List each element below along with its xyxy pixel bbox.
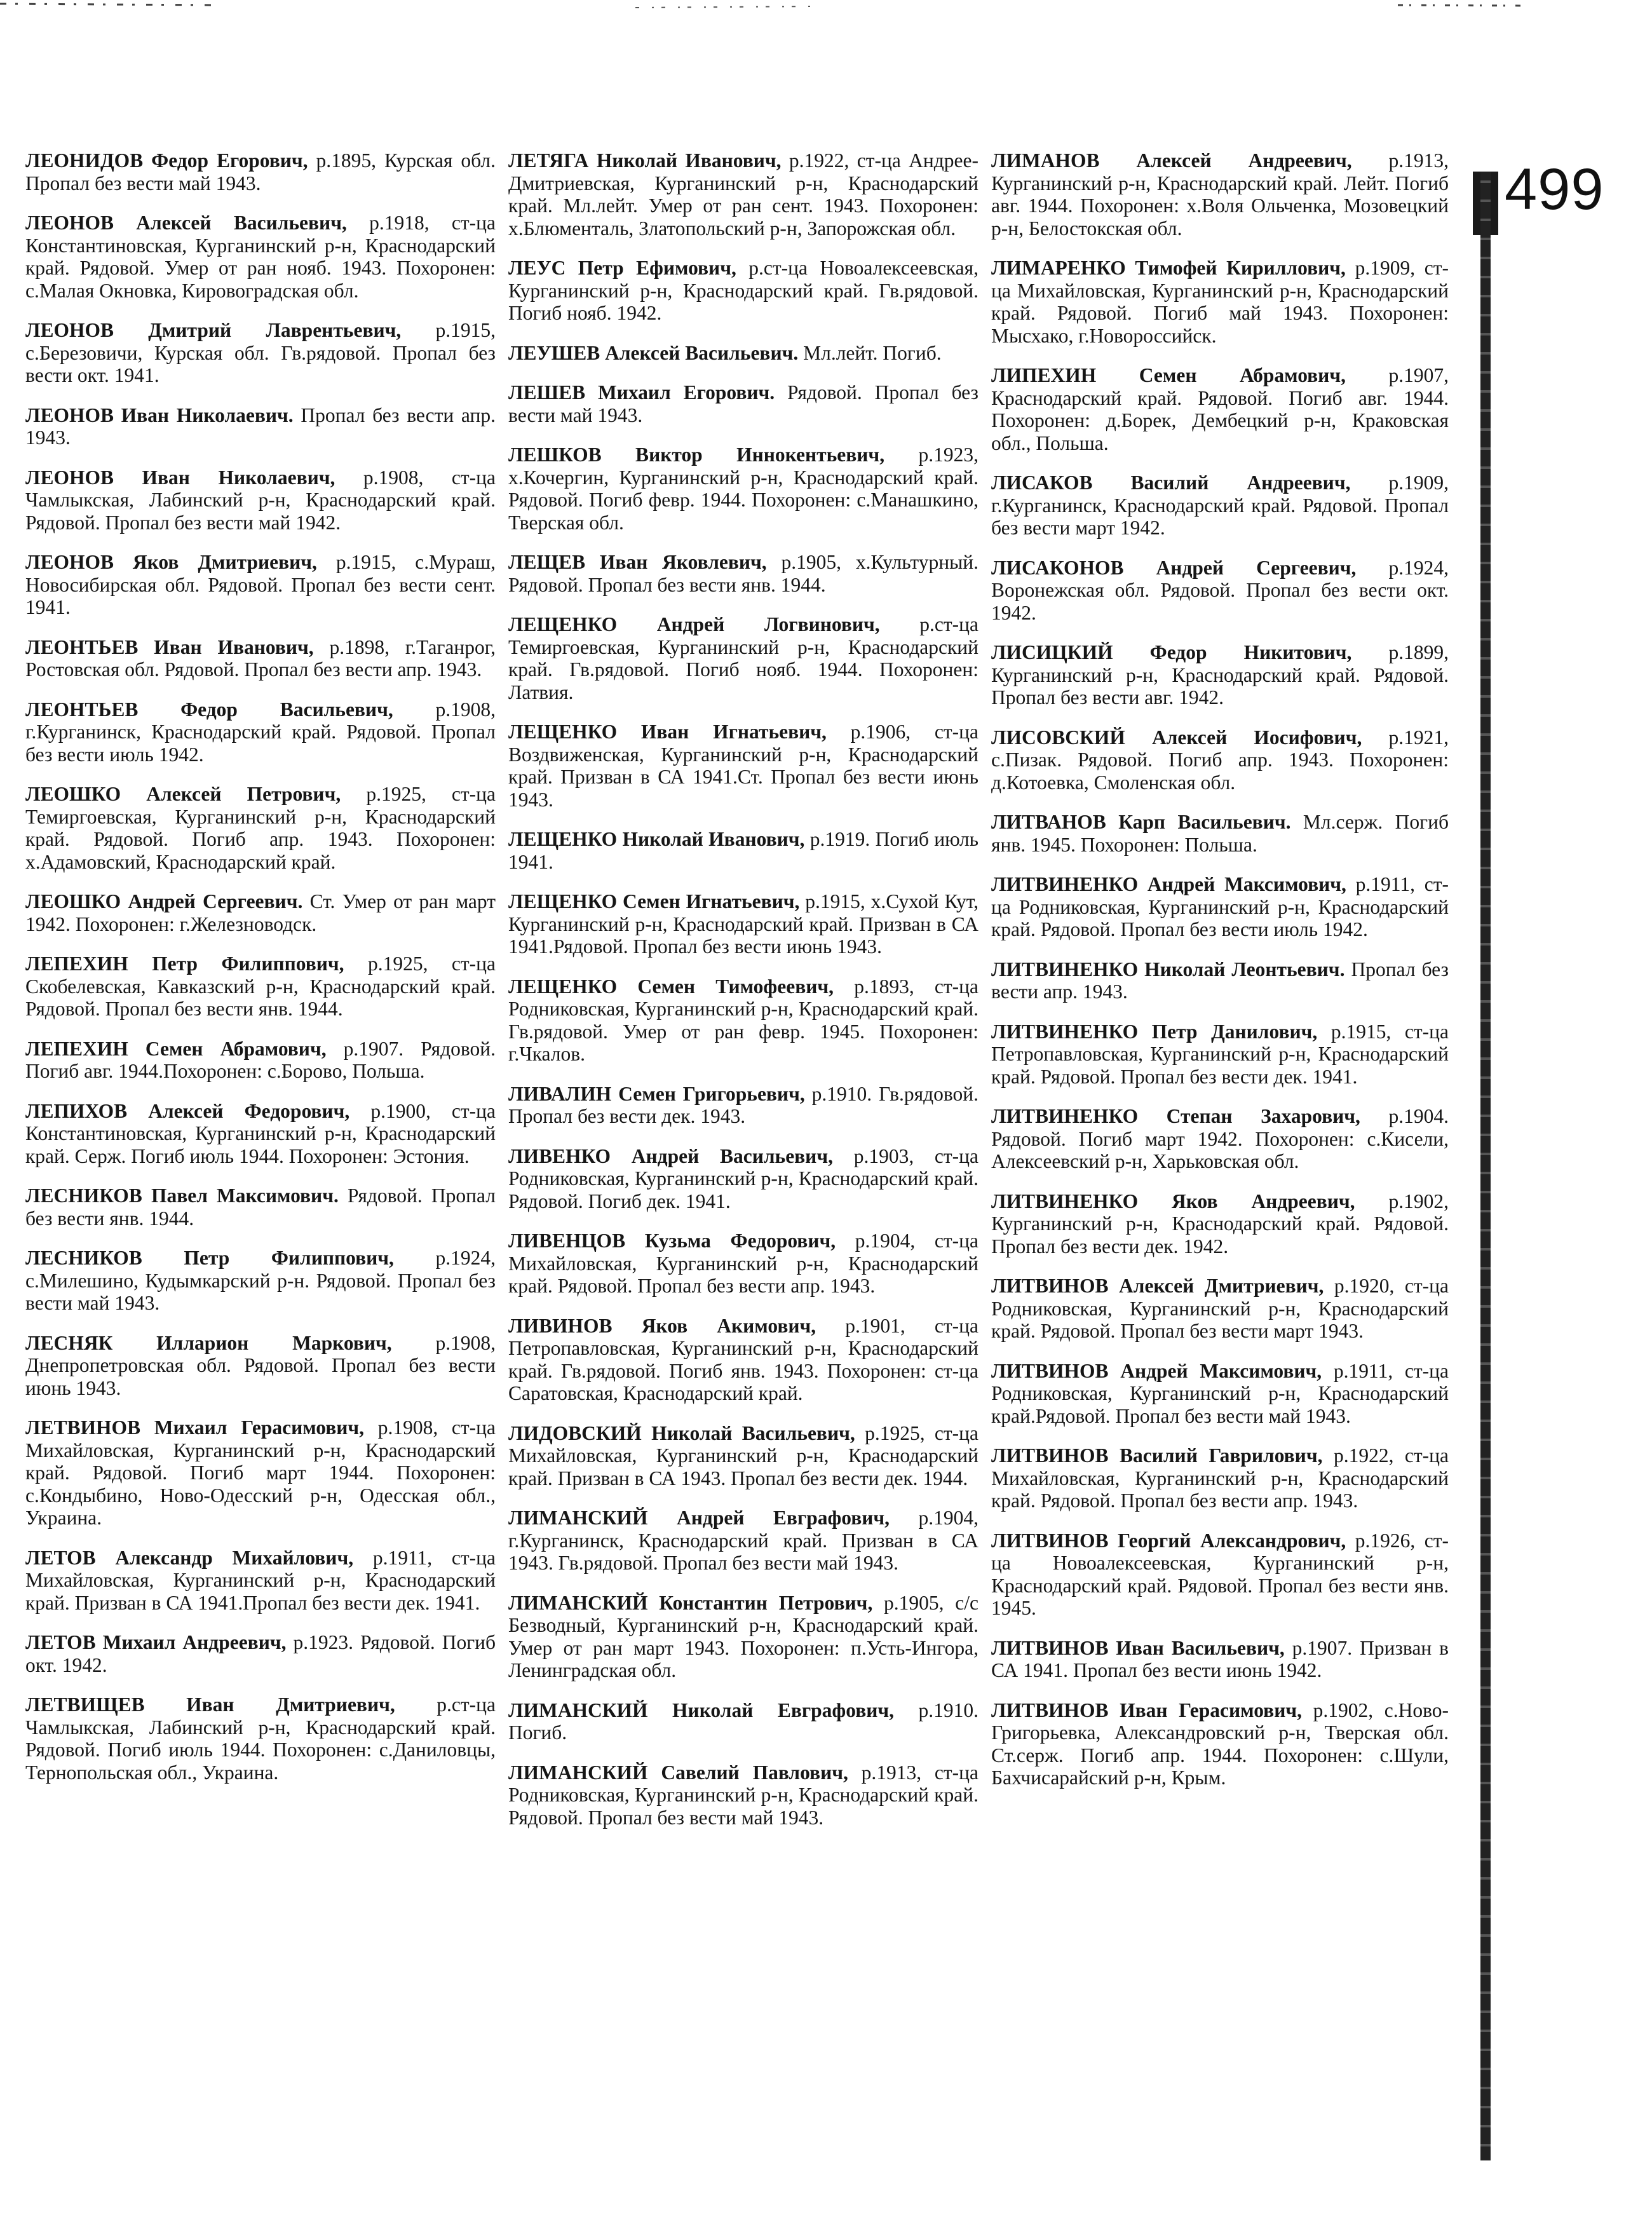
memorial-entry [991, 1360, 1449, 1428]
memorial-entry [991, 1529, 1449, 1620]
entry-name: ЛЕШКОВ Виктор Иннокентьевич, [508, 444, 885, 466]
entry-details: р.1925, ст-ца Михайловская, Курганинский р-н, Краснодарский край. Призван в СА 1943. Пропал без вести дек. 1944. [508, 1421, 978, 1489]
entry-name: ЛЕЩЕНКО Семен Тимофеевич, [508, 975, 834, 998]
memorial-entry [508, 342, 978, 365]
memorial-entry [508, 975, 978, 1066]
entry-details: р.1915, х.Сухой Кут, Курганинский р-н, Краснодарский край. Призван в СА 1941.Рядовой. Пропал без вести июнь 1943. [508, 890, 978, 958]
entry-details: р.1904. Рядовой. Погиб март 1942. Похоронен: с.Кисели, Алексеевский р-н, Харьковская обл. [991, 1105, 1449, 1172]
memorial-entry [25, 1038, 496, 1083]
entry-details: р.ст-ца Темиргоевская, Курганинский р-н, Краснодарский край. Гв.рядовой. Погиб нояб. 1944. Похоронен: Латвия. [508, 613, 978, 703]
entry-name: ЛЕОНОВ Алексей Васильевич, [25, 212, 347, 234]
memorial-entry [991, 1275, 1449, 1343]
entry-name: ЛЕОШКО Андрей Сергеевич. [25, 890, 303, 912]
memorial-entry [508, 1699, 978, 1744]
entry-details: р.1913, ст-ца Родниковская, Курганинский р-н, Краснодарский край. Рядовой. Пропал без вести май 1943. [508, 1761, 978, 1829]
memorial-entry [508, 1315, 978, 1405]
entry-name: ЛЕЩЕВ Иван Яковлевич, [508, 551, 767, 573]
entry-details: р.1905, х.Культурный. Рядовой. Пропал без вести янв. 1944. [508, 551, 978, 596]
entry-details: р.1910. Погиб. [508, 1699, 978, 1744]
entry-details: р.1909, г.Курганинск, Краснодарский край. Рядовой. Пропал без вести март 1942. [991, 471, 1449, 539]
entry-name: ЛЕУС Петр Ефимович, [508, 257, 736, 279]
entry-details: р.1901, ст-ца Петропавловская, Курганинский р-н, Краснодарский край. Гв.рядовой. Погиб янв. 1943. Похоронен: ст-ца Саратовская, Краснодарский край. [508, 1314, 979, 1404]
entry-name: ЛЕЩЕНКО Николай Иванович, [508, 828, 805, 850]
entry-name: ЛИТВИНОВ Иван Васильевич, [991, 1636, 1285, 1659]
memorial-entry [25, 466, 496, 534]
entry-details: р.1911, ст-ца Родниковская, Курганинский р-н, Краснодарский край. Рядовой. Пропал без вести июль 1942. [991, 873, 1449, 940]
memorial-entry [25, 1247, 496, 1315]
memorial-entry [508, 149, 978, 240]
memorial-entry [25, 319, 496, 387]
entry-details: р.ст-ца Новоалексеевская, Курганинский р-н, Краснодарский край. Гв.рядовой. Погиб нояб. 1942. [508, 257, 978, 324]
entry-details: р.1921, с.Пизак. Рядовой. Погиб апр. 1943. Похоронен: д.Котоевка, Смоленская обл. [991, 726, 1449, 794]
entry-details: Пропал без вести апр. 1943. [25, 403, 496, 449]
memorial-entry [25, 212, 496, 302]
memorial-entry [991, 471, 1449, 539]
entry-name: ЛИМАНСКИЙ Савелий Павлович, [508, 1761, 848, 1784]
memorial-entry [508, 828, 978, 873]
memorial-entry [991, 641, 1449, 709]
memorial-entry [25, 698, 496, 766]
entry-name: ЛЕОНОВ Иван Николаевич, [25, 466, 335, 489]
memorial-entry [25, 783, 496, 873]
entry-name: ЛИТВИНОВ Алексей Дмитриевич, [991, 1275, 1324, 1297]
memorial-entry [991, 958, 1449, 1003]
memorial-entry [25, 1416, 496, 1529]
column-2 [508, 149, 978, 1846]
memorial-entry [991, 557, 1449, 625]
entry-name: ЛЕСНИКОВ Павел Максимович. [25, 1184, 339, 1207]
entry-name: ЛЕСНЯК Илларион Маркович, [25, 1331, 392, 1354]
memorial-entry [991, 149, 1449, 240]
entry-details: р.1923, х.Кочергин, Курганинский р-н, Краснодарский край. Рядовой. Погиб февр. 1944. Похоронен: с.Манашкино, Тверская обл. [508, 444, 978, 534]
memorial-entry [991, 873, 1449, 941]
memorial-entry [508, 613, 978, 703]
memorial-entry [991, 1190, 1449, 1258]
entry-details: р.1907. Призван в СА 1941. Пропал без вести июнь 1942. [991, 1636, 1449, 1681]
entry-name: ЛИТВИНОВ Андрей Максимович, [991, 1359, 1322, 1382]
entry-name: ЛЕУШЕВ Алексей Васильевич. [508, 341, 799, 364]
memorial-entry [25, 149, 496, 194]
entry-name: ЛИТВИНЕНКО Яков Андреевич, [991, 1190, 1355, 1212]
entry-details: р.1923. Рядовой. Погиб окт. 1942. [25, 1631, 496, 1676]
entry-name: ЛИВЕНКО Андрей Васильевич, [508, 1144, 833, 1167]
entry-name: ЛИТВИНОВ Василий Гаврилович, [991, 1444, 1323, 1467]
memorial-entry [25, 1100, 496, 1168]
entry-details: р.1918, ст-ца Константиновская, Курганинский р-н, Краснодарский край. Рядовой. Умер от ран нояб. 1943. Похоронен: с.Малая Окновка, Кировоградская обл. [25, 212, 496, 302]
page-number: 499 [1505, 157, 1604, 222]
memorial-entry [25, 1547, 496, 1615]
entry-name: ЛЕЩЕНКО Андрей Логвинович, [508, 613, 880, 635]
entry-details: р.1913, Курганинский р-н, Краснодарский край. Лейт. Погиб авг. 1944. Похоронен: х.Воля Ольченка, Мозовецкий р-н, Белостокская обл. [991, 149, 1449, 240]
memorial-entry [508, 257, 978, 325]
scan-edge-noise [0, 0, 1652, 25]
memorial-entry [508, 381, 978, 426]
memorial-entry [25, 1693, 496, 1784]
entry-details: Рядовой. Пропал без вести янв. 1944. [25, 1184, 496, 1230]
entry-details: р.1907, Краснодарский край. Рядовой. Погиб авг. 1944. Похоронен: д.Борек, Дембецкий р-н, Краковская обл., Польша. [991, 364, 1449, 454]
memorial-entry [25, 1184, 496, 1230]
entry-name: ЛЕПЕХИН Петр Филиппович, [25, 953, 344, 975]
entry-name: ЛИМАРЕНКО Тимофей Кириллович, [991, 257, 1346, 279]
entry-name: ЛЕОНОВ Иван Николаевич. [25, 403, 294, 426]
column-1 [25, 149, 496, 1801]
entry-name: ЛИТВИНОВ Иван Герасимович, [991, 1699, 1302, 1721]
entry-details: р.1915, с.Мураш, Новосибирская обл. Рядовой. Пропал без вести сент. 1941. [25, 551, 496, 618]
entry-details: р.1911, ст-ца Родниковская, Курганинский р-н, Краснодарский край.Рядовой. Пропал без вести май 1943. [991, 1359, 1449, 1427]
memorial-entry [508, 1761, 978, 1829]
entry-details: р.1899, Курганинский р-н, Краснодарский край. Рядовой. Пропал без вести авг. 1942. [991, 641, 1449, 709]
memorial-entry [991, 1444, 1449, 1512]
memorial-entry [991, 1699, 1449, 1789]
memorial-entry [25, 890, 496, 935]
memorial-entry [508, 1422, 978, 1490]
entry-name: ЛЕТЯГА Николай Иванович, [508, 149, 782, 172]
entry-name: ЛИТВАНОВ Карп Васильевич. [991, 811, 1291, 833]
entry-name: ЛЕПИХОВ Алексей Федорович, [25, 1099, 350, 1122]
entry-details: Рядовой. Пропал без вести май 1943. [508, 381, 978, 426]
entry-name: ЛИТВИНЕНКО Андрей Максимович, [991, 873, 1346, 895]
entry-name: ЛИПЕХИН Семен Абрамович, [991, 364, 1346, 386]
entry-details: р.1922, ст-ца Михайловская, Курганинский р-н, Краснодарский край. Рядовой. Пропал без вести апр. 1943. [991, 1444, 1449, 1512]
entry-name: ЛИСАКОВ Василий Андреевич, [991, 471, 1351, 494]
entry-details: р.1926, ст-ца Новоалексеевская, Курганинский р-н, Краснодарский край. Рядовой. Пропал без вести янв. 1945. [991, 1529, 1449, 1619]
entry-details: р.1905, с/с Безводный, Курганинский р-н, Краснодарский край. Умер от ран март 1943. Похоронен: п.Усть-Ингора, Ленинградская обл. [508, 1591, 979, 1681]
entry-name: ЛЕЩЕНКО Семен Игнатьевич, [508, 890, 800, 912]
memorial-entry [25, 551, 496, 619]
entry-details: Ст. Умер от ран март 1942. Похоронен: г.Железноводск. [25, 890, 496, 935]
entry-details: р.1924, Воронежская обл. Рядовой. Пропал без вести окт. 1942. [991, 556, 1449, 624]
entry-name: ЛИМАНОВ Алексей Андреевич, [991, 149, 1352, 172]
entry-name: ЛЕТВИЩЕВ Иван Дмитриевич, [25, 1693, 395, 1716]
memorial-entry [991, 726, 1449, 794]
memorial-entry [508, 890, 978, 958]
entry-details: р.1920, ст-ца Родниковская, Курганинский р-н, Краснодарский край. Рядовой. Пропал без вести март 1943. [991, 1275, 1449, 1342]
entry-details: р.1911, ст-ца Михайловская, Курганинский р-н, Краснодарский край. Призван в СА 1941.Пропал без вести дек. 1941. [25, 1546, 496, 1614]
entry-name: ЛИМАНСКИЙ Константин Петрович, [508, 1591, 873, 1614]
entry-name: ЛЕОНТЬЕВ Иван Иванович, [25, 635, 314, 658]
entry-details: р.1915, ст-ца Петропавловская, Курганинский р-н, Краснодарский край. Рядовой. Пропал без вести дек. 1941. [991, 1020, 1449, 1088]
entry-details: р.1898, г.Таганрог, Ростовская обл. Рядовой. Пропал без вести апр. 1943. [25, 635, 496, 681]
entry-details: р.1910. Гв.рядовой. Пропал без вести дек. 1943. [508, 1082, 978, 1127]
entry-details: Пропал без вести апр. 1943. [991, 958, 1449, 1003]
entry-name: ЛИВАЛИН Семен Григорьевич, [508, 1082, 805, 1105]
memorial-entry [25, 1332, 496, 1400]
entry-name: ЛИМАНСКИЙ Николай Евграфович, [508, 1699, 894, 1721]
memorial-entry [991, 1637, 1449, 1682]
memorial-entry [25, 953, 496, 1020]
entry-name: ЛЕОНИДОВ Федор Егорович, [25, 149, 308, 172]
entry-details: р.1908, ст-ца Михайловская, Курганинский р-н, Краснодарский край. Рядовой. Погиб март 1944. Похоронен: с.Кондыбино, Ново-Одесский р-н, Одесская обл., Украина. [25, 1416, 496, 1529]
memorial-entry [508, 1592, 978, 1682]
entry-details: р.1908, ст-ца Чамлыкская, Лабинский р-н, Краснодарский край. Рядовой. Пропал без вести май 1942. [25, 466, 496, 534]
entry-details: р.1908, г.Курганинск, Краснодарский край. Рядовой. Пропал без вести июль 1942. [25, 698, 496, 766]
entry-name: ЛЕТОВ Александр Михайлович, [25, 1546, 354, 1569]
entry-details: Мл.лейт. Погиб. [798, 341, 942, 364]
entry-details: р.1904, ст-ца Михайловская, Курганинский р-н, Краснодарский край. Рядовой. Пропал без вести апр. 1943. [508, 1230, 978, 1297]
memorial-entry [991, 257, 1449, 347]
entry-details: Мл.серж. Погиб янв. 1945. Похоронен: Польша. [991, 811, 1449, 856]
entry-details: р.1922, ст-ца Андрее-Дмитриевская, Курганинский р-н, Краснодарский край. Мл.лейт. Умер от ран сент. 1943. Похоронен: х.Блюменталь, Златопольский р-н, Запорожская обл. [508, 149, 978, 240]
memorial-entry [508, 551, 978, 596]
memorial-entry [508, 1230, 978, 1298]
entry-details: р.1908, Днепропетровская обл. Рядовой. Пропал без вести июнь 1943. [25, 1331, 496, 1399]
entry-details: р.ст-ца Чамлыкская, Лабинский р-н, Краснодарский край. Рядовой. Погиб июль 1944. Похоронен: с.Даниловцы, Тернопольская обл., Украина. [25, 1693, 496, 1784]
entry-name: ЛИДОВСКИЙ Николай Васильевич, [508, 1421, 855, 1444]
entry-name: ЛИСАКОНОВ Андрей Сергеевич, [991, 556, 1357, 579]
entry-name: ЛИМАНСКИЙ Андрей Евграфович, [508, 1507, 890, 1529]
entry-details: р.1904, г.Курганинск, Краснодарский край. Призван в СА 1943. Гв.рядовой. Пропал без вести май 1943. [508, 1507, 978, 1574]
entry-name: ЛИТВИНЕНКО Николай Леонтьевич. [991, 958, 1345, 980]
memorial-entry [25, 1631, 496, 1676]
memorial-entry [508, 444, 978, 534]
memorial-entry [508, 1507, 978, 1575]
entry-details: р.1924, с.Милешино, Кудымкарский р-н. Рядовой. Пропал без вести май 1943. [25, 1247, 496, 1314]
entry-name: ЛЕОНТЬЕВ Федор Васильевич, [25, 698, 393, 721]
memorial-entry [991, 364, 1449, 454]
entry-name: ЛИТВИНЕНКО Петр Данилович, [991, 1020, 1318, 1043]
memorial-entry [991, 811, 1449, 856]
entry-name: ЛИТВИНОВ Георгий Александрович, [991, 1529, 1346, 1552]
entry-name: ЛИВЕНЦОВ Кузьма Федорович, [508, 1230, 836, 1252]
memorial-entry [991, 1105, 1449, 1173]
entry-name: ЛЕОНОВ Яков Дмитриевич, [25, 551, 317, 573]
entry-details: р.1907. Рядовой. Погиб авг. 1944.Похоронен: с.Борово, Польша. [25, 1037, 496, 1082]
entry-name: ЛЕТОВ Михаил Андреевич, [25, 1631, 287, 1653]
entry-details: р.1925, ст-ца Темиргоевская, Курганинский р-н, Краснодарский край. Рядовой. Погиб апр. 1943. Похоронен: х.Адамовский, Краснодарский край. [25, 783, 496, 873]
page-edge-bar [1480, 172, 1491, 2160]
entry-name: ЛЕОШКО Алексей Петрович, [25, 783, 341, 805]
entry-details: р.1906, ст-ца Воздвиженская, Курганинский р-н, Краснодарский край. Призван в СА 1941.Ст. Пропал без вести июнь 1943. [508, 721, 978, 811]
entry-details: р.1900, ст-ца Константиновская, Курганинский р-н, Краснодарский край. Серж. Погиб июль 1944. Похоронен: Эстония. [25, 1099, 496, 1167]
entry-name: ЛИТВИНЕНКО Степан Захарович, [991, 1105, 1360, 1127]
entry-details: р.1925, ст-ца Скобелевская, Кавказский р-н, Краснодарский край. Рядовой. Пропал без вести янв. 1944. [25, 953, 496, 1020]
entry-details: р.1919. Погиб июль 1941. [508, 828, 978, 873]
entry-details: р.1915, с.Березовичи, Курская обл. Гв.рядовой. Пропал без вести окт. 1941. [25, 319, 496, 386]
column-3 [991, 149, 1449, 1807]
memorial-entry [508, 721, 978, 811]
entry-name: ЛЕОНОВ Дмитрий Лаврентьевич, [25, 319, 402, 341]
entry-name: ЛЕШЕВ Михаил Егорович. [508, 381, 775, 403]
entry-name: ЛИВИНОВ Яков Акимович, [508, 1314, 816, 1337]
entry-name: ЛЕЩЕНКО Иван Игнатьевич, [508, 721, 827, 743]
entry-details: р.1903, ст-ца Родниковская, Курганинский р-н, Краснодарский край. Рядовой. Погиб дек. 1941. [508, 1144, 978, 1212]
entry-details: р.1895, Курская обл. Пропал без вести май 1943. [25, 149, 496, 194]
entry-name: ЛЕТВИНОВ Михаил Герасимович, [25, 1416, 365, 1439]
memorial-entry [508, 1083, 978, 1128]
entry-details: р.1893, ст-ца Родниковская, Курганинский р-н, Краснодарский край. Гв.рядовой. Умер от ран февр. 1945. Похоронен: г.Чкалов. [508, 975, 978, 1065]
entry-name: ЛЕСНИКОВ Петр Филиппович, [25, 1247, 394, 1269]
entry-name: ЛЕПЕХИН Семен Абрамович, [25, 1037, 327, 1060]
memorial-entry [508, 1145, 978, 1213]
entry-name: ЛИСОВСКИЙ Алексей Иосифович, [991, 726, 1362, 749]
memorial-entry [25, 404, 496, 449]
entry-details: р.1909, ст-ца Михайловская, Курганинский р-н, Краснодарский край. Рядовой. Погиб май 1943. Похоронен: Мысхако, г.Новороссийск. [991, 257, 1449, 347]
entry-details: р.1902, Курганинский р-н, Краснодарский край. Рядовой. Пропал без вести дек. 1942. [991, 1190, 1449, 1258]
memorial-entry [991, 1020, 1449, 1088]
entry-name: ЛИСИЦКИЙ Федор Никитович, [991, 641, 1352, 663]
entry-details: р.1902, с.Ново-Григорьевка, Александровский р-н, Тверская обл. Ст.серж. Погиб апр. 1944. Похоронен: с.Шули, Бахчисарайский р-н, Крым. [991, 1699, 1449, 1789]
memorial-entry [25, 636, 496, 681]
